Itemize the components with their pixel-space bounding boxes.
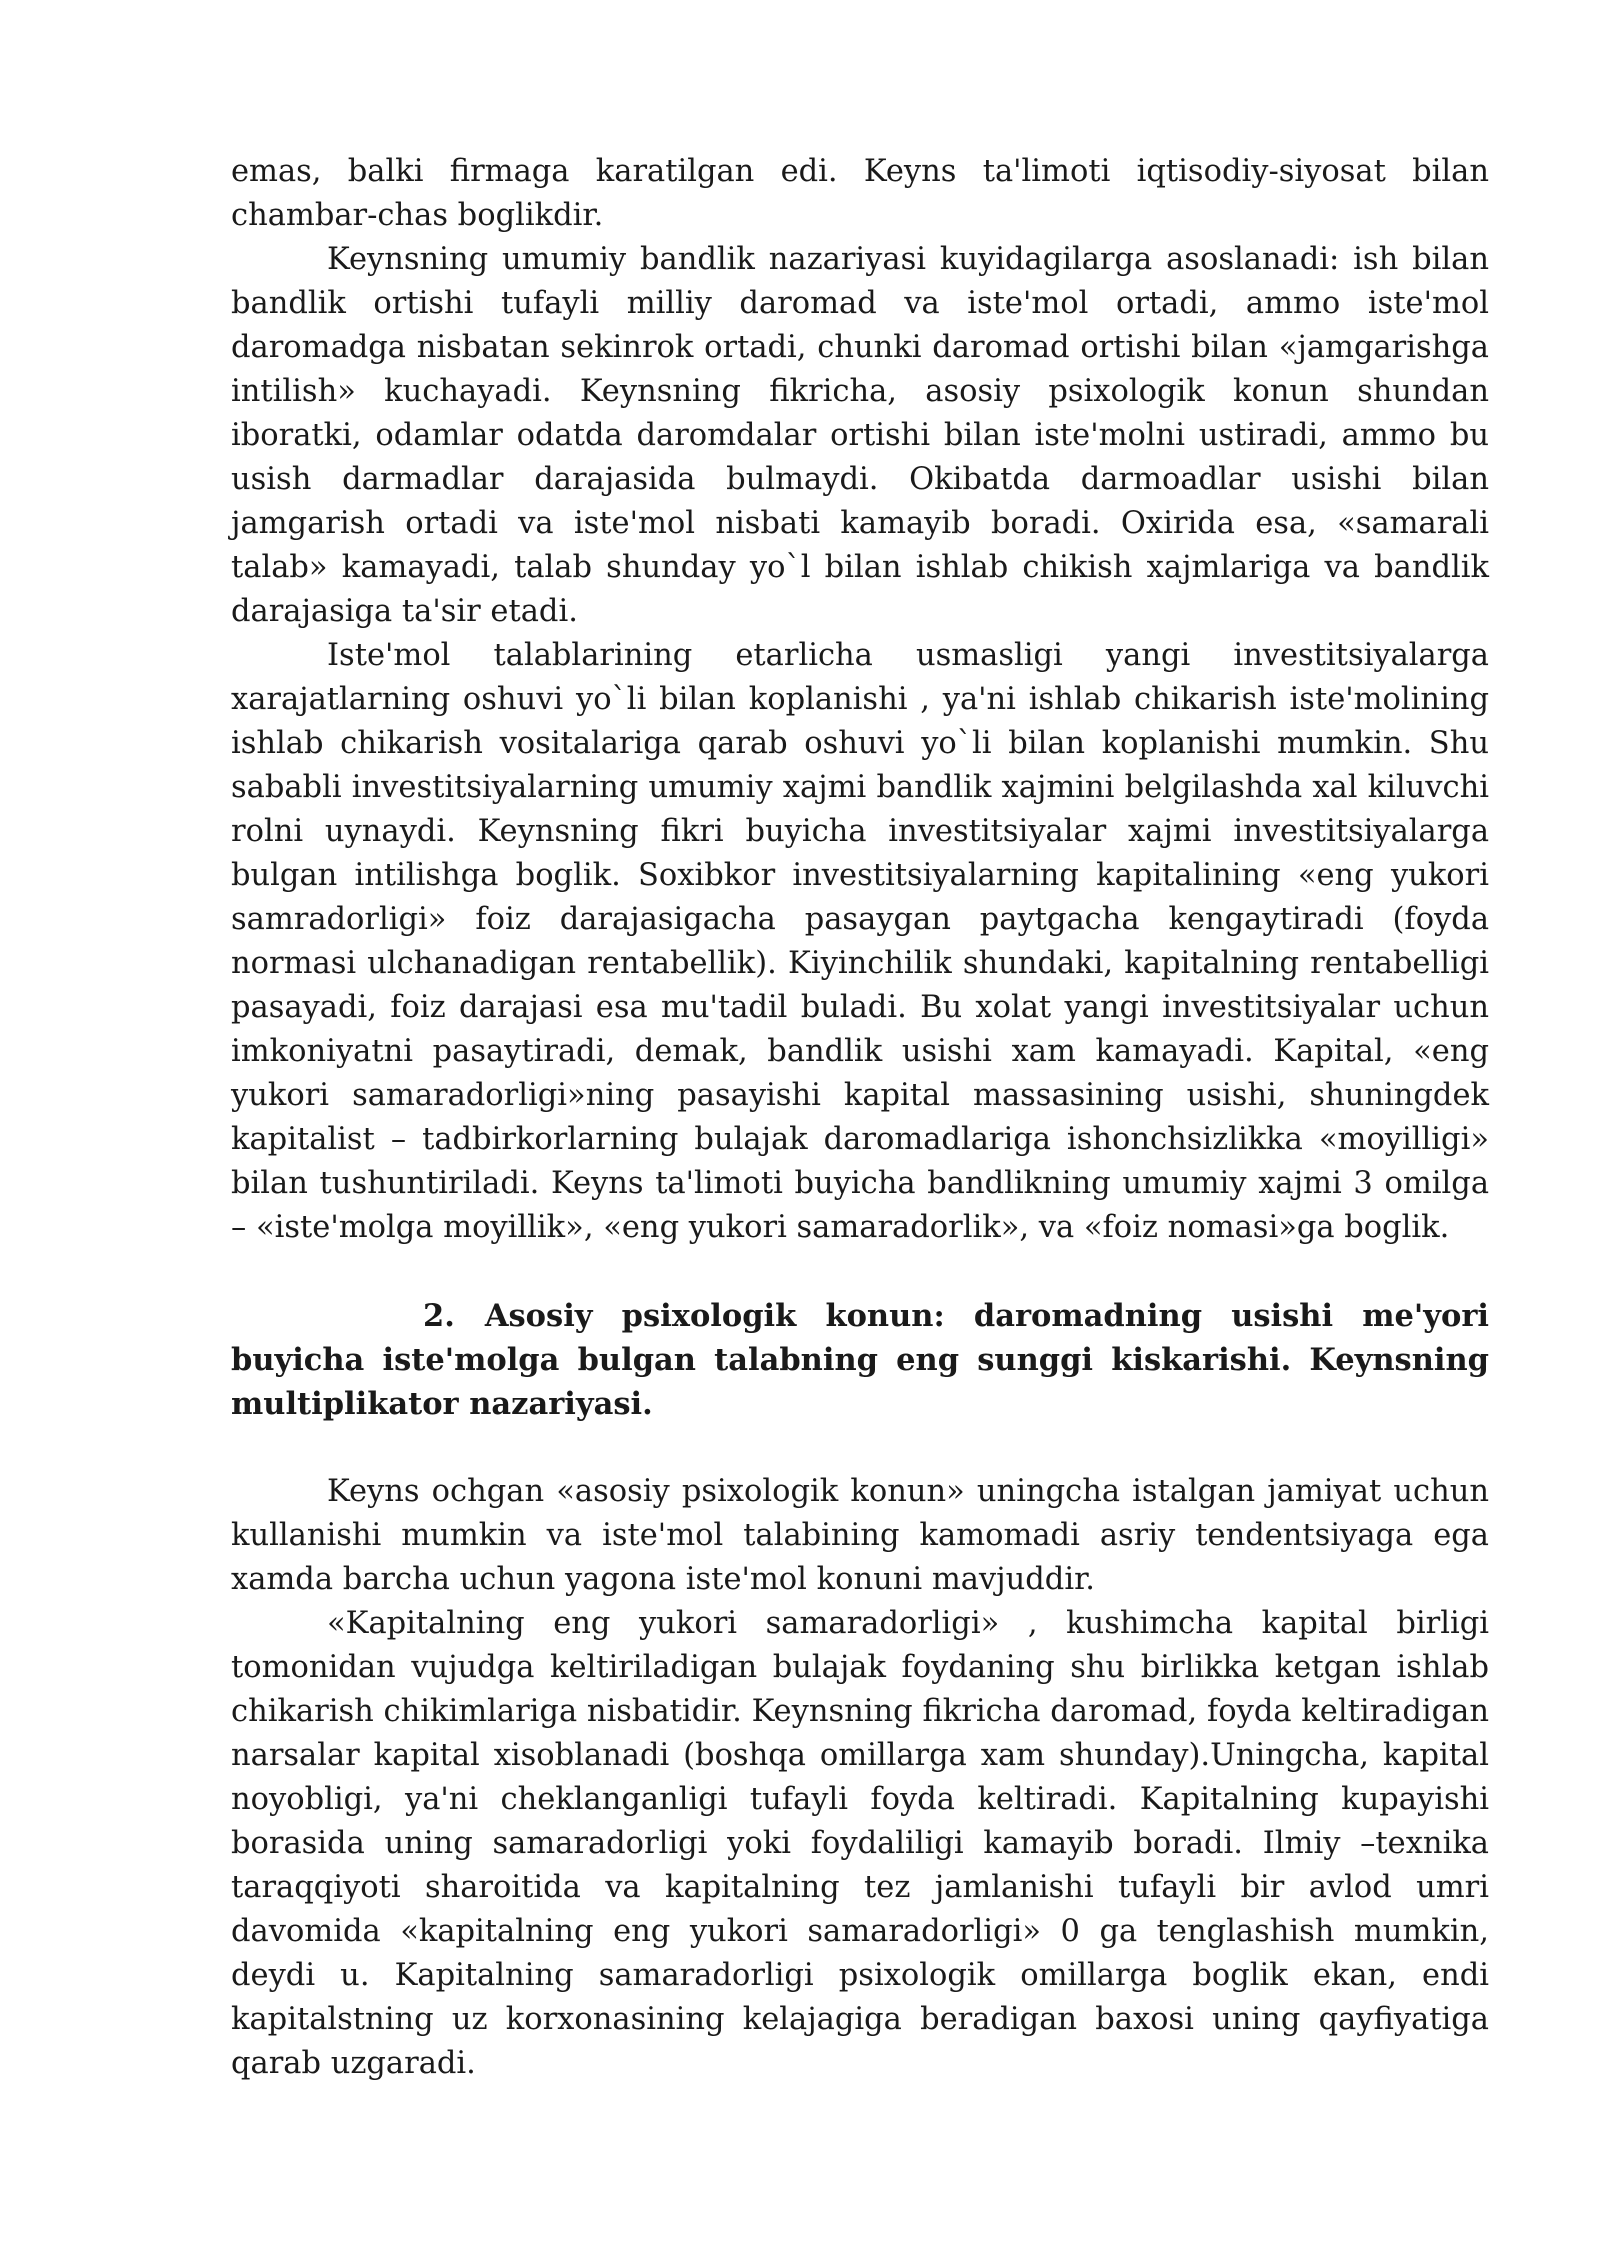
paragraph-psixologik-konun: Keyns ochgan «asosiy psixologik konun» uningcha istalgan jamiyat uchun kullanishi mumkin va iste'mol talabining kamomadi asriy tendentsiyaga ega xamda barcha uchun yagona iste'mol konuni mavjuddir. xyxy=(231,1474,1489,1597)
paragraph-bandlik-nazariyasi: Keynsning umumiy bandlik nazariyasi kuyidagilarga asoslanadi: ish bilan bandlik ortishi tufayli milliy daromad va iste'mol ortadi, ammo iste'mol daromadga nisbatan sekinrok ortadi, chunki daromad ortishi bilan «jamgarishga intilish» kuchayadi. Keynsning fikricha, asosiy psixologik konun shundan iboratki, odamlar odatda daromdalar ortishi bilan iste'molni ustiradi, ammo bu usish darmadlar darajasida bulmaydi. Okibatda darmoadlar usishi bilan jamgarish ortadi va iste'mol nisbati kamayib boradi. Oxirida esa, «samarali talab» kamayadi, talab shunday yo`l bilan ishlab chikish xajmlariga va bandlik darajasiga ta'sir etadi. xyxy=(231,242,1489,629)
section-heading xyxy=(231,1294,1489,1426)
section-number: 2. xyxy=(423,1298,455,1334)
section-title: Asosiy psixologik konun: daromadning usishi me'yori buyicha iste'molga bulgan talabning eng sunggi kiskarishi. Keynsning multiplikator nazariyasi. xyxy=(231,1298,1489,1422)
paragraph-investitsiyalar: Iste'mol talablarining etarlicha usmasligi yangi investitsiyalarga xarajatlarning oshuvi yo`li bilan koplanishi , ya'ni ishlab chikarish iste'molining ishlab chikarish vositalariga qarab oshuvi yo`li bilan koplanishi mumkin. Shu sababli investitsiyalarning umumiy xajmi bandlik xajmini belgilashda xal kiluvchi rolni uynaydi. Keynsning fikri buyicha investitsiyalar xajmi investitsiyalarga bulgan intilishga boglik. Soxibkor investitsiyalarning kapitalining «eng yukori samradorligi» foiz darajasigacha pasaygan paytgacha kengaytiradi (foyda normasi ulchanadigan rentabellik). Kiyinchilik shundaki, kapitalning rentabelligi pasayadi, foiz darajasi esa mu'tadil buladi. Bu xolat yangi investitsiyalar uchun imkoniyatni pasaytiradi, demak, bandlik usishi xam kamayadi. Kapital, «eng yukori samaradorligi»ning pasayishi kapital massasining usishi, shuningdek kapitalist – tadbirkorlarning bulajak daromadlariga ishonchsizlikka «moyilligi» bilan tushuntiriladi. Keyns ta'limoti buyicha bandlikning umumiy xajmi 3 omilga – «iste'molga moyillik», «eng yukori samaradorlik», va «foiz nomasi»ga boglik. xyxy=(231,638,1489,1245)
paragraph-continuation: emas, balki firmaga karatilgan edi. Keyns ta'limoti iqtisodiy-siyosat bilan chambar-chas boglikdir. xyxy=(231,154,1489,233)
paragraph-kapital-samaradorligi: «Kapitalning eng yukori samaradorligi» , kushimcha kapital birligi tomonidan vujudga keltiriladigan bulajak foydaning shu birlikka ketgan ishlab chikarish chikimlariga nisbatidir. Keynsning fikricha daromad, foyda keltiradigan narsalar kapital xisoblanadi (boshqa omillarga xam shunday).Uningcha, kapital noyobligi, ya'ni cheklanganligi tufayli foyda keltiradi. Kapitalning kupayishi borasida uning samaradorligi yoki foydaliligi kamayib boradi. Ilmiy –texnika taraqqiyoti sharoitida va kapitalning tez jamlanishi tufayli bir avlod umri davomida «kapitalning eng yukori samaradorligi» 0 ga tenglashish mumkin, deydi u. Kapitalning samaradorligi psixologik omillarga boglik ekan, endi kapitalstning uz korxonasining kelajagiga beradigan baxosi uning qayfiyatiga qarab uzgaradi. xyxy=(231,1606,1489,2081)
document-body xyxy=(231,150,1489,2086)
